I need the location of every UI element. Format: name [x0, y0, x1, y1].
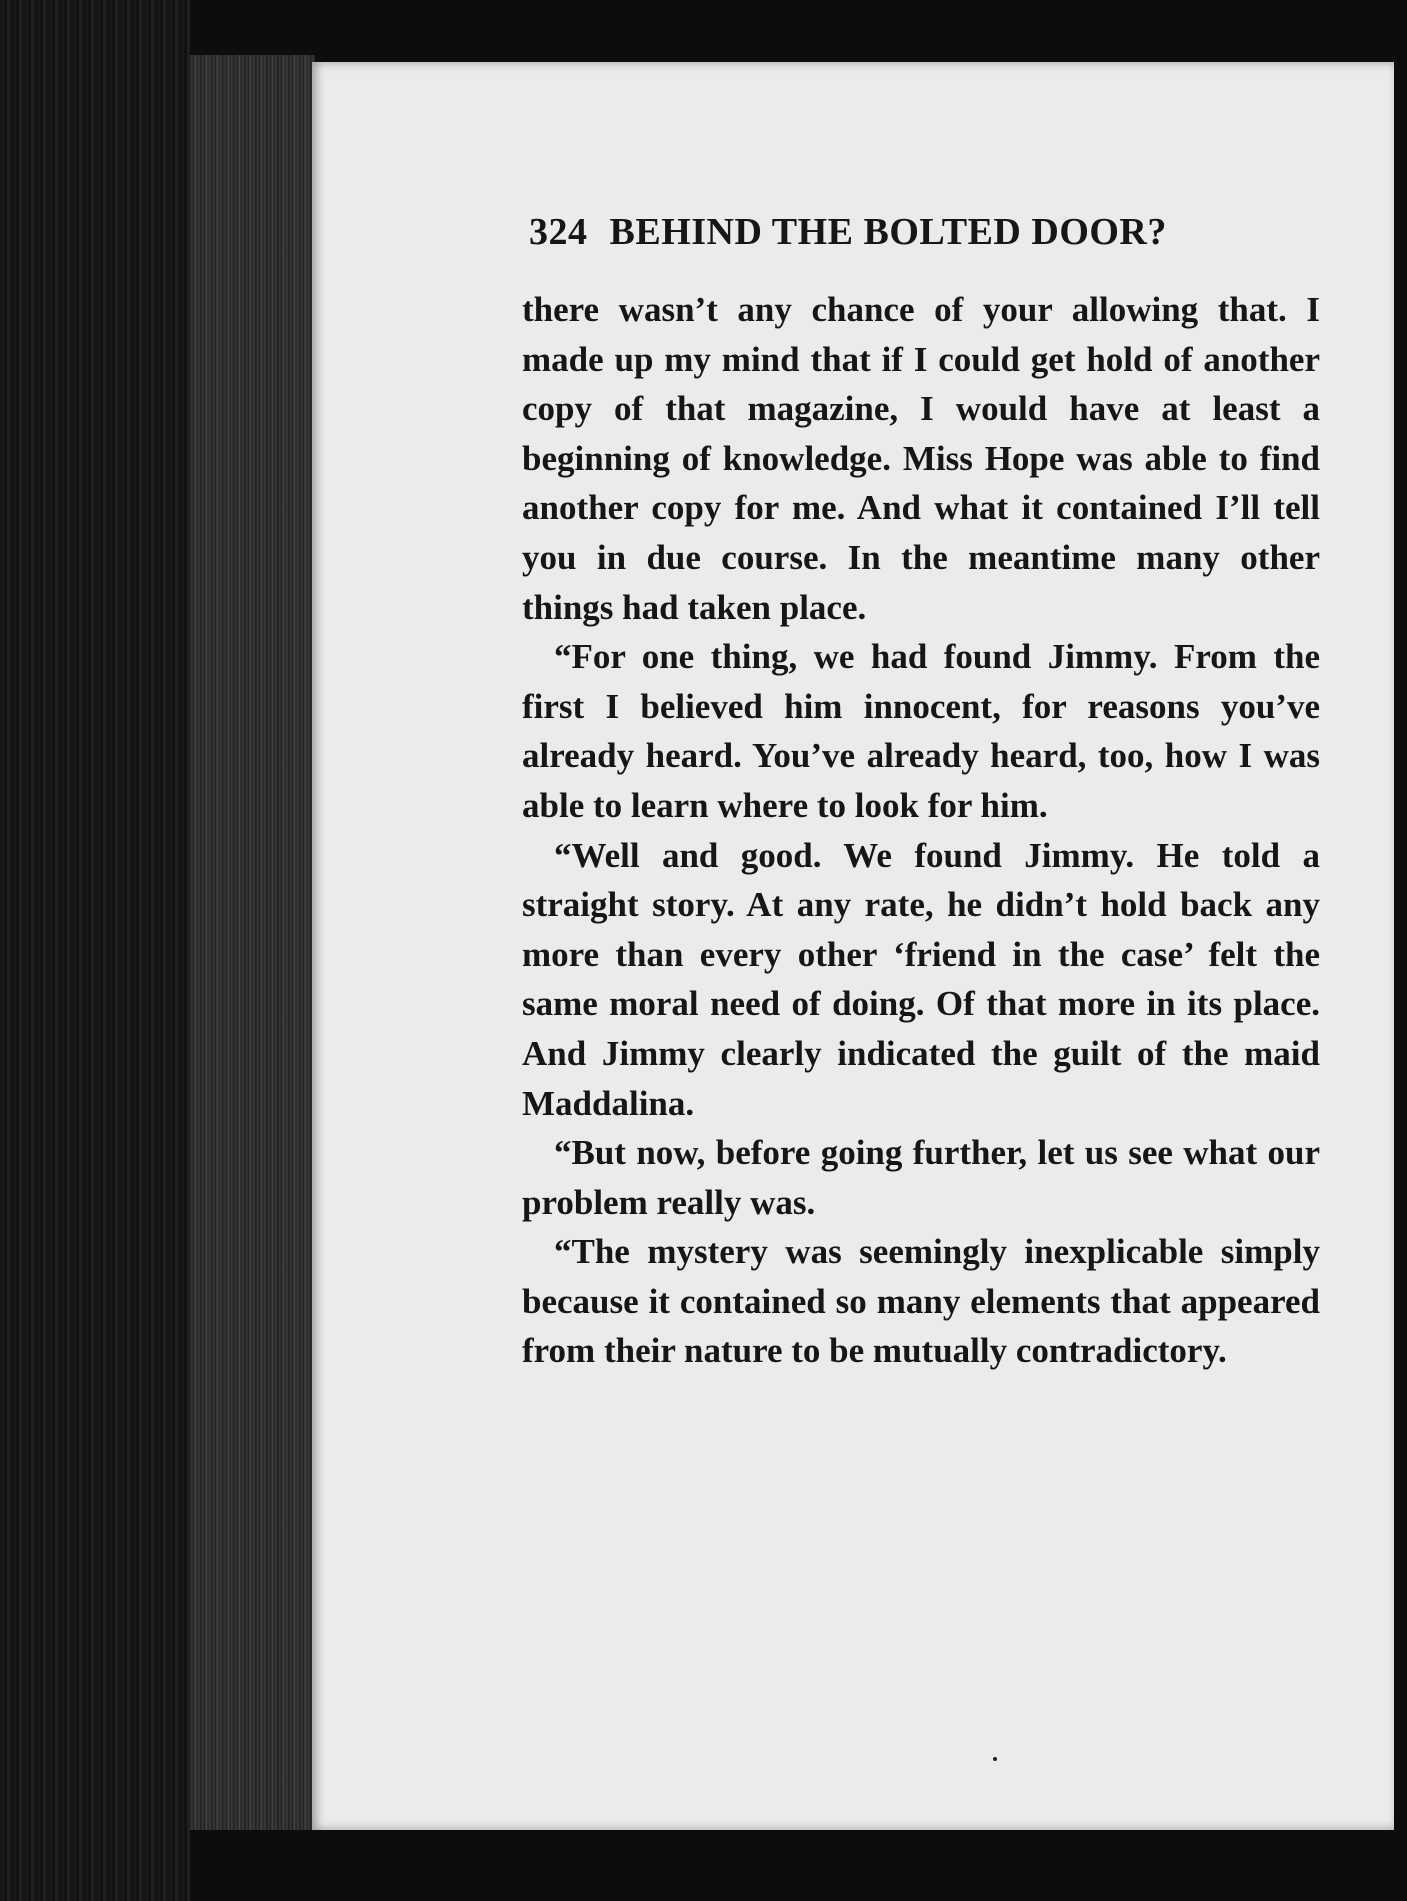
paragraph: “But now, before going further, let us see what our problem really was.: [522, 1133, 1320, 1222]
paragraph: “Well and good. We found Jimmy. He told a straight story. At any rate, he didn’t hold back any more than every other ‘friend in the case’ felt the same moral need of doing. Of that more in its place. And Jimmy clearly indicated the guilt of the maid Maddalina.: [522, 835, 1320, 1123]
running-title: BEHIND THE BOLTED DOOR?: [609, 211, 1167, 253]
book-spine-edge: [0, 0, 190, 1901]
page-number: 324: [529, 211, 588, 253]
paragraph: “The mystery was seemingly inexplicable simply because it contained so many elements that appeared from their nature to be mutually contradictory.: [522, 1232, 1320, 1371]
page-stack-edges: [190, 55, 315, 1830]
running-header: [529, 210, 1229, 254]
scan-speck: [993, 1757, 997, 1761]
paragraph: “For one thing, we had found Jimmy. From the first I believed him innocent, for reasons you’ve already heard. You’ve already heard, too, how I was able to learn where to look for him.: [522, 637, 1320, 825]
paragraph: there wasn’t any chance of your allowing that. I made up my mind that if I could get hold of another copy of that magazine, I would have at least a beginning of knowledge. Miss Hope was able to find another copy for me. And what it contained I’ll tell you in due course. In the meantime many other things had taken place.: [522, 290, 1320, 627]
page-body: [522, 285, 1320, 1376]
